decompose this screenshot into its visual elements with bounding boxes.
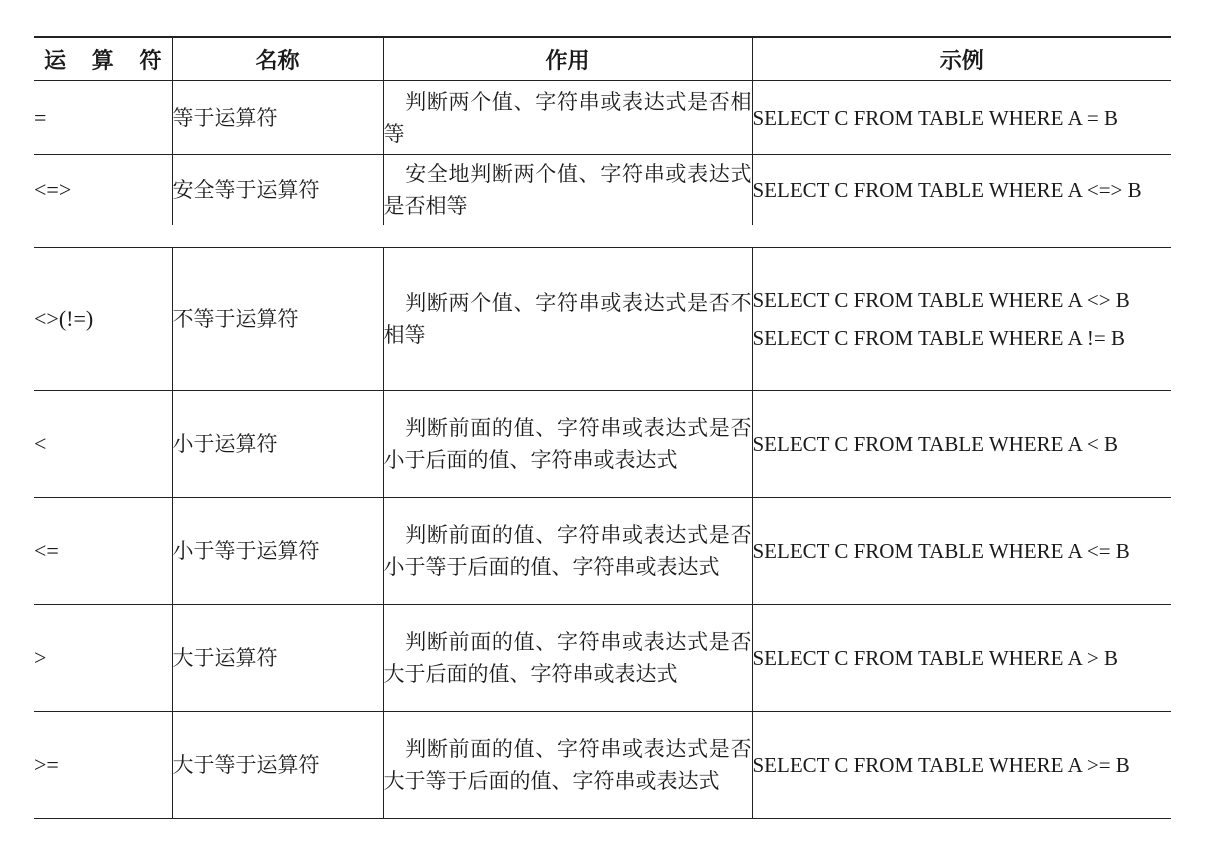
- operator-symbol: <>(!=): [34, 248, 172, 391]
- operator-symbol: >=: [34, 712, 172, 819]
- operator-effect: [383, 81, 752, 155]
- example-sql: SELECT C FROM TABLE WHERE A >= B: [752, 753, 1130, 777]
- operator-example: [752, 712, 1171, 819]
- table-row: [34, 391, 1171, 498]
- example-sql: SELECT C FROM TABLE WHERE A = B: [752, 105, 1118, 130]
- operator-table-bottom: [34, 247, 1171, 819]
- operator-example: [752, 155, 1171, 225]
- example-sql: SELECT C FROM TABLE WHERE A > B: [752, 646, 1118, 670]
- operator-name: 不等于运算符: [172, 248, 383, 391]
- operator-effect-text: 判断前面的值、字符串或表达式是否大于后面的值、字符串或表达式: [383, 630, 752, 686]
- header-name: 名称: [172, 37, 383, 81]
- header-symbol-char: 运: [44, 47, 67, 74]
- header-symbol: [34, 37, 172, 81]
- example-sql: SELECT C FROM TABLE WHERE A != B: [752, 326, 1125, 350]
- operator-effect-text: 判断前面的值、字符串或表达式是否小于等于后面的值、字符串或表达式: [383, 523, 752, 579]
- operator-effect-text: 判断前面的值、字符串或表达式是否大于等于后面的值、字符串或表达式: [383, 737, 752, 793]
- operator-name: 小于运算符: [172, 391, 383, 498]
- operator-name: 安全等于运算符: [172, 155, 383, 225]
- operator-example: [752, 81, 1171, 155]
- operator-symbol: <=: [34, 498, 172, 605]
- operator-effect-text: 判断两个值、字符串或表达式是否相等: [383, 89, 752, 146]
- operator-example: [752, 248, 1171, 391]
- operator-name: 大于运算符: [172, 605, 383, 712]
- operator-effect: [383, 498, 752, 605]
- example-sql: SELECT C FROM TABLE WHERE A <=> B: [752, 177, 1142, 202]
- table-row: [34, 605, 1171, 712]
- table-header-row: [34, 37, 1171, 81]
- table-row: [34, 498, 1171, 605]
- example-sql: SELECT C FROM TABLE WHERE A < B: [752, 432, 1118, 456]
- operator-example: [752, 605, 1171, 712]
- operator-symbol: <=>: [34, 155, 172, 225]
- operator-example: [752, 498, 1171, 605]
- operator-symbol: =: [34, 81, 172, 155]
- header-effect: 作用: [383, 37, 752, 81]
- operator-table-top: [34, 36, 1171, 225]
- header-symbol-char: 符: [139, 47, 162, 74]
- operator-name: 大于等于运算符: [172, 712, 383, 819]
- operator-symbol: >: [34, 605, 172, 712]
- operator-effect-text: 判断前面的值、字符串或表达式是否小于后面的值、字符串或表达式: [383, 416, 752, 472]
- table-row: [34, 248, 1171, 391]
- operator-example: [752, 391, 1171, 498]
- operator-effect-text: 判断两个值、字符串或表达式是否不相等: [383, 291, 752, 347]
- operator-effect: [383, 391, 752, 498]
- header-symbol-char: 算: [91, 47, 114, 74]
- operator-effect: [383, 248, 752, 391]
- table-row: [34, 81, 1171, 155]
- table-row: [34, 712, 1171, 819]
- operator-effect: [383, 605, 752, 712]
- operator-name: 等于运算符: [172, 81, 383, 155]
- operator-effect: [383, 712, 752, 819]
- operator-symbol: <: [34, 391, 172, 498]
- operator-effect: [383, 155, 752, 225]
- example-sql: SELECT C FROM TABLE WHERE A <> B: [752, 288, 1130, 312]
- header-example: 示例: [752, 37, 1171, 81]
- operator-effect-text: 安全地判断两个值、字符串或表达式是否相等: [383, 161, 752, 218]
- example-sql: SELECT C FROM TABLE WHERE A <= B: [752, 539, 1130, 563]
- operator-name: 小于等于运算符: [172, 498, 383, 605]
- table-row: [34, 155, 1171, 225]
